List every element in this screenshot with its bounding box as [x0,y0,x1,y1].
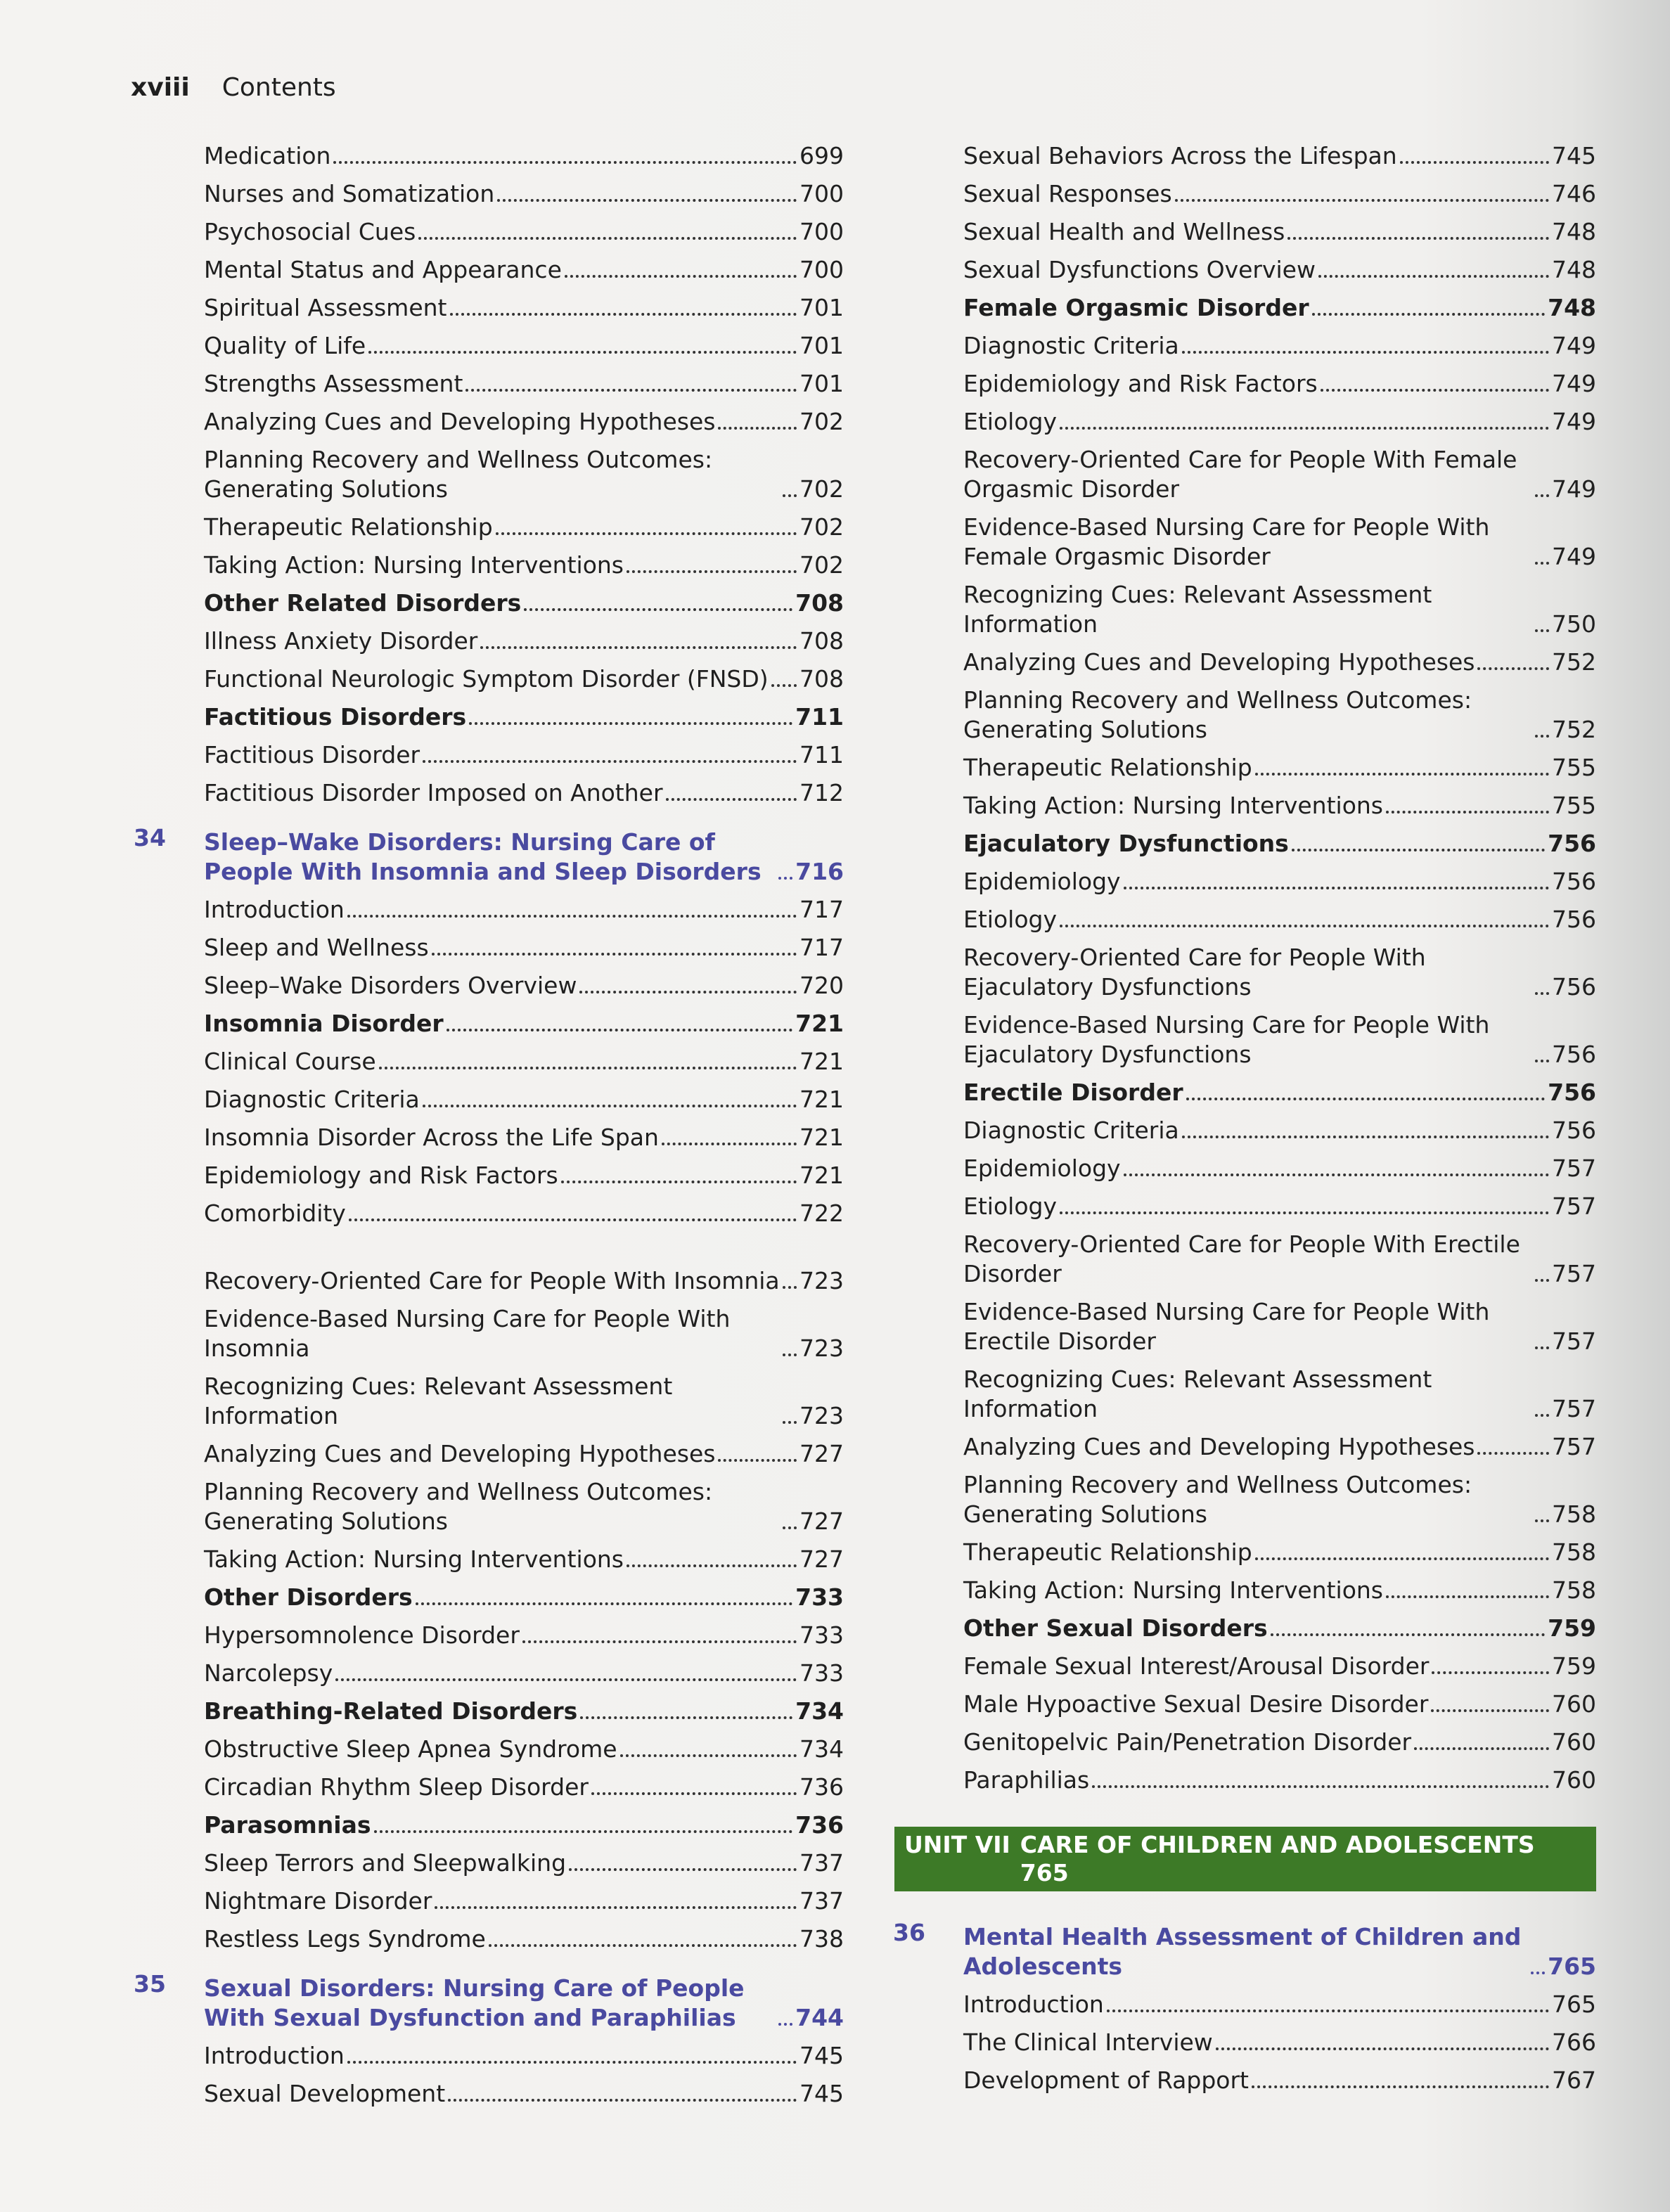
toc-entry: Taking Action: Nursing Interventions 727 [204,1545,844,1573]
toc-entry: Introduction 765 [963,1991,1596,2018]
toc-entry: Analyzing Cues and Developing Hypotheses 702 [204,408,844,435]
unit-title: CARE OF CHILDREN AND ADOLESCENTS 765 [1020,1831,1535,1886]
toc-entry: Diagnostic Criteria 756 [963,1117,1596,1144]
toc-entry: Nightmare Disorder 737 [204,1887,844,1915]
right-column-after-unit [893,1907,1596,2100]
toc-entry: Recovery-Oriented Care for People With Insomnia 723 [204,1267,844,1294]
toc-entry: Spiritual Assessment 701 [204,294,844,321]
page-header [131,73,336,102]
toc-entry: Therapeutic Relationship 702 [204,513,844,541]
toc-chapter: 36 Mental Health Assessment of Children and Adolescents 765 [893,1919,1596,1980]
left-column [134,137,844,2113]
toc-entry: Epidemiology 757 [963,1155,1596,1182]
toc-entry: Introduction 745 [204,2042,844,2069]
toc-entry: Medication 699 [204,142,844,169]
toc-entry: Analyzing Cues and Developing Hypotheses 727 [204,1440,844,1467]
toc-chapter: 35 Sexual Disorders: Nursing Care of People With Sexual Dysfunction and Paraphilias 744 [134,1970,844,2031]
toc-entry: Genitopelvic Pain/Penetration Disorder 760 [963,1728,1596,1756]
toc-section: Other Related Disorders 708 [204,589,844,617]
toc-entry: Planning Recovery and Wellness Outcomes: Generating Solutions 702 [204,446,844,503]
toc-entry: Paraphilias 760 [963,1766,1596,1794]
toc-entry: Comorbidity 722 [204,1200,844,1227]
toc-entry: Analyzing Cues and Developing Hypotheses 757 [963,1433,1596,1460]
toc-entry: Circadian Rhythm Sleep Disorder 736 [204,1773,844,1801]
toc-entry: Factitious Disorder 711 [204,741,844,769]
toc-entry: Sexual Development 745 [204,2080,844,2107]
toc-entry: Sleep–Wake Disorders Overview 720 [204,972,844,999]
toc-entry: Male Hypoactive Sexual Desire Disorder 760 [963,1690,1596,1718]
toc-entry: Evidence-Based Nursing Care for People With Insomnia 723 [204,1305,844,1362]
toc-entry: Evidence-Based Nursing Care for People With Ejaculatory Dysfunctions 756 [963,1011,1596,1068]
toc-section: Parasomnias 736 [204,1811,844,1839]
toc-section: Ejaculatory Dysfunctions 756 [963,830,1596,857]
toc-entry: Introduction 717 [204,896,844,923]
toc-section: Female Orgasmic Disorder 748 [963,294,1596,321]
toc-entry: Recognizing Cues: Relevant Assessment Information 750 [963,581,1596,638]
toc-section: Other Disorders 733 [204,1583,844,1611]
toc-section: Insomnia Disorder 721 [204,1010,844,1037]
toc-entry: Taking Action: Nursing Interventions 758 [963,1576,1596,1604]
toc-entry: Psychosocial Cues 700 [204,218,844,245]
toc-entry: Etiology 749 [963,408,1596,435]
toc-entry: Narcolepsy 733 [204,1659,844,1687]
toc-entry: Mental Status and Appearance 700 [204,256,844,283]
toc-entry: Diagnostic Criteria 721 [204,1086,844,1113]
toc-entry: Functional Neurologic Symptom Disorder (FNSD) 708 [204,665,844,693]
toc-entry: Clinical Course 721 [204,1048,844,1075]
toc-entry: Recovery-Oriented Care for People With Ejaculatory Dysfunctions 756 [963,944,1596,1001]
toc-entry: Recovery-Oriented Care for People With Female Orgasmic Disorder 749 [963,446,1596,503]
toc-entry: Illness Anxiety Disorder 708 [204,627,844,655]
toc-entry: Sexual Health and Wellness 748 [963,218,1596,245]
toc-entry: Hypersomnolence Disorder 733 [204,1621,844,1649]
right-column [893,137,1596,1799]
toc-entry: Epidemiology and Risk Factors 721 [204,1162,844,1189]
toc-entry: Nurses and Somatization 700 [204,180,844,207]
toc-entry: Strengths Assessment 701 [204,370,844,397]
toc-entry: Quality of Life 701 [204,332,844,359]
toc-entry: Restless Legs Syndrome 738 [204,1925,844,1953]
toc-entry: Female Sexual Interest/Arousal Disorder 759 [963,1652,1596,1680]
toc-entry: Recognizing Cues: Relevant Assessment Information 723 [204,1372,844,1429]
toc-section: Other Sexual Disorders 759 [963,1614,1596,1642]
toc-entry: Factitious Disorder Imposed on Another 712 [204,779,844,806]
toc-entry: Etiology 756 [963,906,1596,933]
toc-section: Factitious Disorders 711 [204,703,844,731]
toc-entry: The Clinical Interview 766 [963,2028,1596,2056]
toc-entry: Taking Action: Nursing Interventions 702 [204,551,844,579]
toc-entry: Sexual Behaviors Across the Lifespan 745 [963,142,1596,169]
page-number: xviii [131,73,190,102]
toc-entry: Diagnostic Criteria 749 [963,332,1596,359]
unit-banner [894,1827,1596,1891]
toc-entry: Evidence-Based Nursing Care for People With Erectile Disorder 757 [963,1298,1596,1355]
toc-entry: Analyzing Cues and Developing Hypotheses 752 [963,648,1596,676]
toc-entry: Insomnia Disorder Across the Life Span 721 [204,1124,844,1151]
toc-entry: Taking Action: Nursing Interventions 755 [963,792,1596,819]
toc-entry: Sexual Responses 746 [963,180,1596,207]
toc-entry: Recognizing Cues: Relevant Assessment Information 757 [963,1365,1596,1422]
toc-entry: Evidence-Based Nursing Care for People With Female Orgasmic Disorder 749 [963,513,1596,570]
header-title: Contents [221,73,336,102]
toc-entry: Planning Recovery and Wellness Outcomes: Generating Solutions 727 [204,1478,844,1535]
toc-entry: Obstructive Sleep Apnea Syndrome 734 [204,1735,844,1763]
toc-section: Erectile Disorder 756 [963,1079,1596,1106]
toc-entry: Recovery-Oriented Care for People With Erectile Disorder 757 [963,1230,1596,1287]
toc-entry: Therapeutic Relationship 755 [963,754,1596,781]
toc-entry: Epidemiology and Risk Factors 749 [963,370,1596,397]
unit-label: UNIT VII [904,1831,1010,1858]
toc-entry: Epidemiology 756 [963,868,1596,895]
toc-section: Breathing-Related Disorders 734 [204,1697,844,1725]
toc-chapter: 34 Sleep–Wake Disorders: Nursing Care of People With Insomnia and Sleep Disorders 716 [134,824,844,885]
toc-entry: Sleep Terrors and Sleepwalking 737 [204,1849,844,1877]
toc-entry: Development of Rapport 767 [963,2066,1596,2094]
toc-entry: Planning Recovery and Wellness Outcomes: Generating Solutions 758 [963,1471,1596,1528]
toc-entry: Sleep and Wellness 717 [204,934,844,961]
toc-entry: Planning Recovery and Wellness Outcomes: Generating Solutions 752 [963,686,1596,743]
toc-entry: Therapeutic Relationship 758 [963,1538,1596,1566]
toc-entry: Etiology 757 [963,1192,1596,1220]
toc-entry: Sexual Dysfunctions Overview 748 [963,256,1596,283]
